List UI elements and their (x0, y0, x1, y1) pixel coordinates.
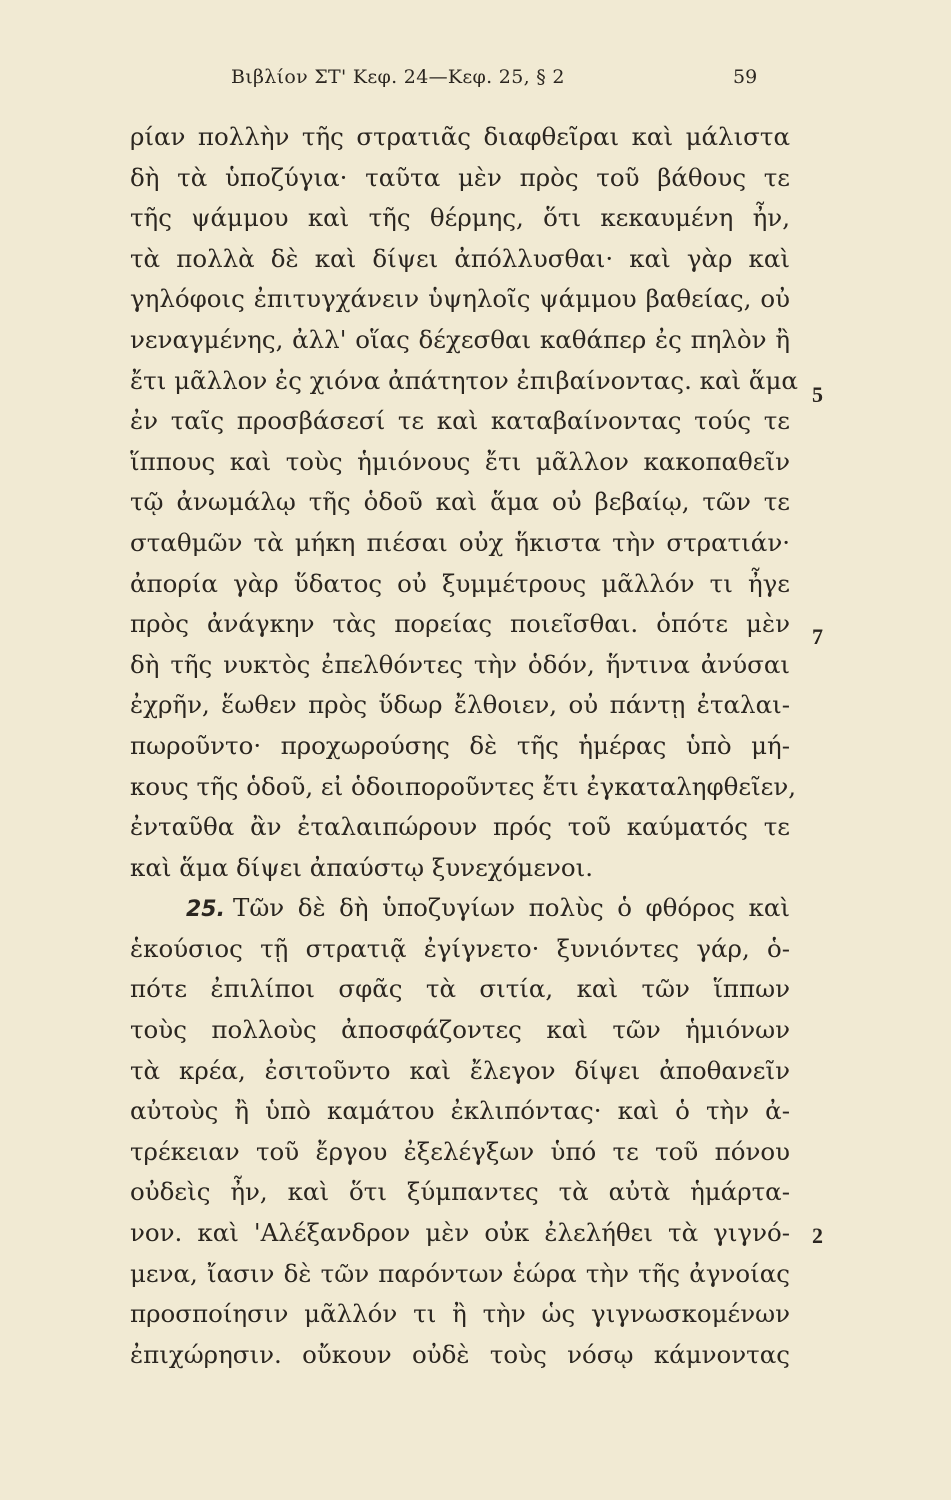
body-text (130, 117, 798, 1375)
text-line: ρίαν πολλὴν τῆς στρατιᾶς διαφθεῖραι καὶ μάλιστα (130, 122, 790, 151)
text-line: σταθμῶν τὰ μήκη πιέσαι οὐχ ἥκιστα τὴν στρατιάν· (130, 527, 790, 557)
text-line: τὰ κρέα, ἐσιτοῦντο καὶ ἔλεγον δίψει ἀποθανεῖν (130, 1055, 790, 1085)
text-line: τὰ πολλὰ δὲ καὶ δίψει ἀπόλλυσθαι· καὶ γὰρ καὶ (130, 243, 790, 273)
text-line: οὐδεὶς ἦν, καὶ ὅτι ξύμπαντες τὰ αὐτὰ ἡμάρτα- (130, 1177, 790, 1207)
text-line: δὴ τὰ ὑποζύγια· ταῦτα μὲν πρὸς τοῦ βάθους τε (130, 162, 790, 192)
margin-number: 5 (812, 382, 823, 407)
text-line: πρὸς ἀνάγκην τὰς πορείας ποιεῖσθαι. ὁπότε μὲν (130, 609, 790, 639)
section-number: 25. (186, 897, 225, 923)
text-line: τῆς ψάμμου καὶ τῆς θέρμης, ὅτι κεκαυμένη ἦν, (130, 203, 790, 233)
text-line: ἐπιχώρησιν. οὔκουν οὐδὲ τοὺς νόσῳ κάμνοντας (130, 1339, 790, 1369)
text-line: νον. καὶ 'Αλέξανδρον μὲν οὐκ ἐλελήθει τὰ γιγνό- (130, 1218, 790, 1248)
text-line: πότε ἐπιλίποι σφᾶς τὰ σιτία, καὶ τῶν ἵππων (130, 974, 790, 1004)
text-line: ἑκούσιος τῇ στρατιᾷ ἐγίγνετο· ξυνιόντες γάρ, ὁ- (130, 933, 790, 963)
text-line: καὶ ἅμα δίψει ἀπαύστῳ ξυνεχόμενοι. (130, 852, 594, 882)
page-header (0, 66, 951, 96)
text-line: Τῶν δὲ δὴ ὑποζυγίων πολὺς ὁ φθόρος καὶ (232, 893, 790, 923)
text-line: τοὺς πολλοὺς ἀποσφάζοντες καὶ τῶν ἡμιόνων (130, 1015, 790, 1045)
text-line: μενα, ἴασιν δὲ τῶν παρόντων ἑώρα τὴν τῆς ἀγνοίας (130, 1258, 790, 1288)
text-line: κους τῆς ὁδοῦ, εἰ ὁδοιποροῦντες ἔτι ἐγκαταληφθεῖεν, (130, 771, 797, 801)
section-start-line (130, 888, 790, 929)
text-line: νεναγμένης, ἀλλ' οἵας δέχεσθαι καθάπερ ἐς πηλὸν ἢ (130, 324, 790, 354)
text-line: πωροῦντο· προχωρούσης δὲ τῆς ἡμέρας ὑπὸ μή- (130, 730, 790, 760)
text-line: ἔτι μᾶλλον ἐς χιόνα ἀπάτητον ἐπιβαίνοντας. καὶ ἅμα (130, 365, 798, 395)
text-line: αὐτοὺς ἢ ὑπὸ καμάτου ἐκλιπόντας· καὶ ὁ τὴν ἀ- (130, 1096, 790, 1126)
text-line: ἐχρῆν, ἕωθεν πρὸς ὕδωρ ἔλθοιεν, οὐ πάντῃ ἐταλαι- (130, 690, 790, 720)
page-number: 59 (733, 66, 758, 88)
text-line: προσποίησιν μᾶλλόν τι ἢ τὴν ὡς γιγνωσκομένων (130, 1299, 790, 1329)
text-line: δὴ τῆς νυκτὸς ἐπελθόντες τὴν ὁδόν, ἥντινα ἀνύσαι (130, 649, 790, 679)
text-line: ἐνταῦθα ἂν ἐταλαιπώρουν πρός τοῦ καύματός τε (130, 812, 790, 842)
running-title: Βιβλίον ΣΤ' Κεφ. 24—Κεφ. 25, § 2 (231, 66, 565, 88)
text-line: ἀπορία γὰρ ὕδατος οὐ ξυμμέτρους μᾶλλόν τι ἦγε (130, 568, 790, 598)
margin-number: 2 (812, 1223, 823, 1248)
text-line: γηλόφοις ἐπιτυγχάνειν ὑψηλοῖς ψάμμου βαθείας, οὐ (130, 284, 790, 314)
text-line: τῷ ἀνωμάλῳ τῆς ὁδοῦ καὶ ἅμα οὐ βεβαίῳ, τῶν τε (130, 487, 790, 517)
margin-number: 7 (812, 624, 823, 649)
text-line: ἐν ταῖς προσβάσεσί τε καὶ καταβαίνοντας τούς τε (130, 406, 790, 436)
text-line: τρέκειαν τοῦ ἔργου ἐξελέγξων ὑπό τε τοῦ πόνου (130, 1136, 790, 1166)
text-line: ἵππους καὶ τοὺς ἡμιόνους ἔτι μᾶλλον κακοπαθεῖν (130, 446, 790, 476)
